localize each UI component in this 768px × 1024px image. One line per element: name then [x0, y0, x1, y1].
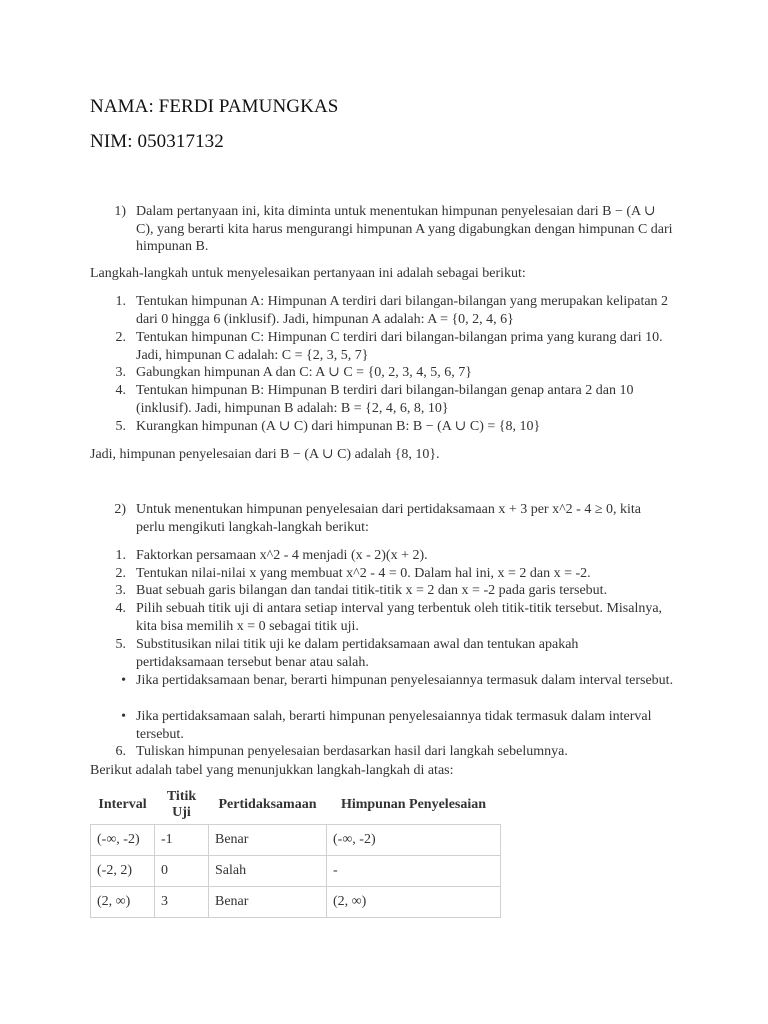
table-cell: (-∞, -2)	[327, 824, 501, 855]
q2-bullet: •	[121, 673, 126, 688]
table-cell: Benar	[209, 824, 327, 855]
q2-step-num: 5.	[115, 637, 126, 652]
header-interval: Interval	[98, 796, 147, 812]
student-name: NAMA: FERDI PAMUNGKAS	[90, 96, 339, 117]
table-cell: (2, ∞)	[327, 886, 501, 917]
q2-step-num: 4.	[115, 601, 126, 616]
q2-step: Tentukan nilai-nilai x yang membuat x^2 - 4 = 0. Dalam hal ini, x = 2 dan x = -2.	[136, 566, 591, 581]
q2-step: Pilih sebuah titik uji di antara setiap interval yang terbentuk oleh titik-titik tersebut. Misalnya, kita bisa memilih x = 0 sebagai titik uji.	[136, 601, 663, 634]
table-cell: Benar	[209, 886, 327, 917]
q1-step-num: 5.	[115, 419, 126, 434]
student-nim: NIM: 050317132	[90, 131, 224, 152]
q2-bullet: •	[121, 709, 126, 724]
q2-step-num: 2.	[115, 566, 126, 581]
q2-bullet-text: Jika pertidaksamaan salah, berarti himpunan penyelesaiannya tidak termasuk dalam interval tersebut.	[136, 709, 652, 742]
solution-table	[90, 786, 501, 918]
q1-conclusion: Jadi, himpunan penyelesaian dari B − (A ∪ C) adalah {8, 10}.	[90, 447, 440, 462]
q2-step-num: 1.	[115, 548, 126, 563]
q1-step: Tentukan himpunan C: Himpunan C terdiri dari bilangan-bilangan prima yang kurang dari 10. Jadi, himpunan C adalah: C = {2, 3, 5, 7}	[136, 330, 663, 363]
table-row	[91, 886, 501, 917]
table-cell: 0	[155, 855, 209, 886]
table-cell: -	[327, 855, 501, 886]
q1-step: Tentukan himpunan B: Himpunan B terdiri dari bilangan-bilangan genap antara 2 dan 10 (inklusif). Jadi, himpunan B adalah: B = {2, 4, 6, 8, 10}	[136, 383, 634, 416]
header-himpunan-penyelesaian: Himpunan Penyelesaian	[340, 796, 487, 812]
header-titik-uji: Titik Uji	[166, 788, 197, 820]
q1-intro: Langkah-langkah untuk menyelesaikan pertanyaan ini adalah sebagai berikut:	[90, 266, 526, 281]
table-cell: (-∞, -2)	[91, 824, 155, 855]
q2-text: Untuk menentukan himpunan penyelesaian dari pertidaksamaan x + 3 per x^2 - 4 ≥ 0, kita perlu mengikuti langkah-langkah berikut:	[136, 502, 642, 535]
q2-step: Substitusikan nilai titik uji ke dalam pertidaksamaan awal dan tentukan apakah pertidaksamaan tersebut benar atau salah.	[136, 637, 579, 670]
q2-step: Tuliskan himpunan penyelesaian berdasarkan hasil dari langkah sebelumnya.	[136, 744, 568, 759]
table-cell: (-2, 2)	[91, 855, 155, 886]
q1-text: Dalam pertanyaan ini, kita diminta untuk menentukan himpunan penyelesaian dari B − (A ∪ C), yang berarti kita harus mengurangi himpunan A yang digabungkan dengan himpunan C dari himpunan B.	[136, 204, 673, 254]
q1-step: Tentukan himpunan A: Himpunan A terdiri dari bilangan-bilangan yang merupakan kelipatan 2 dari 0 hingga 6 (inklusif). Jadi, himpunan A adalah: A = {0, 2, 4, 6}	[136, 294, 669, 327]
table-row	[91, 855, 501, 886]
q2-step-num: 3.	[115, 583, 126, 598]
table-cell: (2, ∞)	[91, 886, 155, 917]
q1-step: Kurangkan himpunan (A ∪ C) dari himpunan B: B − (A ∪ C) = {8, 10}	[136, 419, 541, 434]
q2-step: Faktorkan persamaan x^2 - 4 menjadi (x - 2)(x + 2).	[136, 548, 428, 563]
q1-step-num: 4.	[115, 383, 126, 398]
q1-step: Gabungkan himpunan A dan C: A ∪ C = {0, 2, 3, 4, 5, 6, 7}	[136, 365, 473, 380]
header-pertidaksamaan: Pertidaksamaan	[218, 796, 317, 812]
q1-step-num: 1.	[115, 294, 126, 309]
q1-number: 1)	[114, 204, 126, 219]
q1-step-num: 2.	[115, 330, 126, 345]
q2-table-intro: Berikut adalah tabel yang menunjukkan langkah-langkah di atas:	[90, 763, 454, 778]
q2-step: Buat sebuah garis bilangan dan tandai titik-titik x = 2 dan x = -2 pada garis tersebut.	[136, 583, 608, 598]
table-header-row	[91, 786, 501, 824]
table-row	[91, 824, 501, 855]
table-cell: 3	[155, 886, 209, 917]
table-cell: Salah	[209, 855, 327, 886]
q1-step-num: 3.	[115, 365, 126, 380]
table-cell: -1	[155, 824, 209, 855]
q2-bullet-text: Jika pertidaksamaan benar, berarti himpunan penyelesaiannya termasuk dalam interval tersebut.	[136, 673, 674, 688]
q2-number: 2)	[114, 502, 126, 517]
q2-step-num: 6.	[115, 744, 126, 759]
